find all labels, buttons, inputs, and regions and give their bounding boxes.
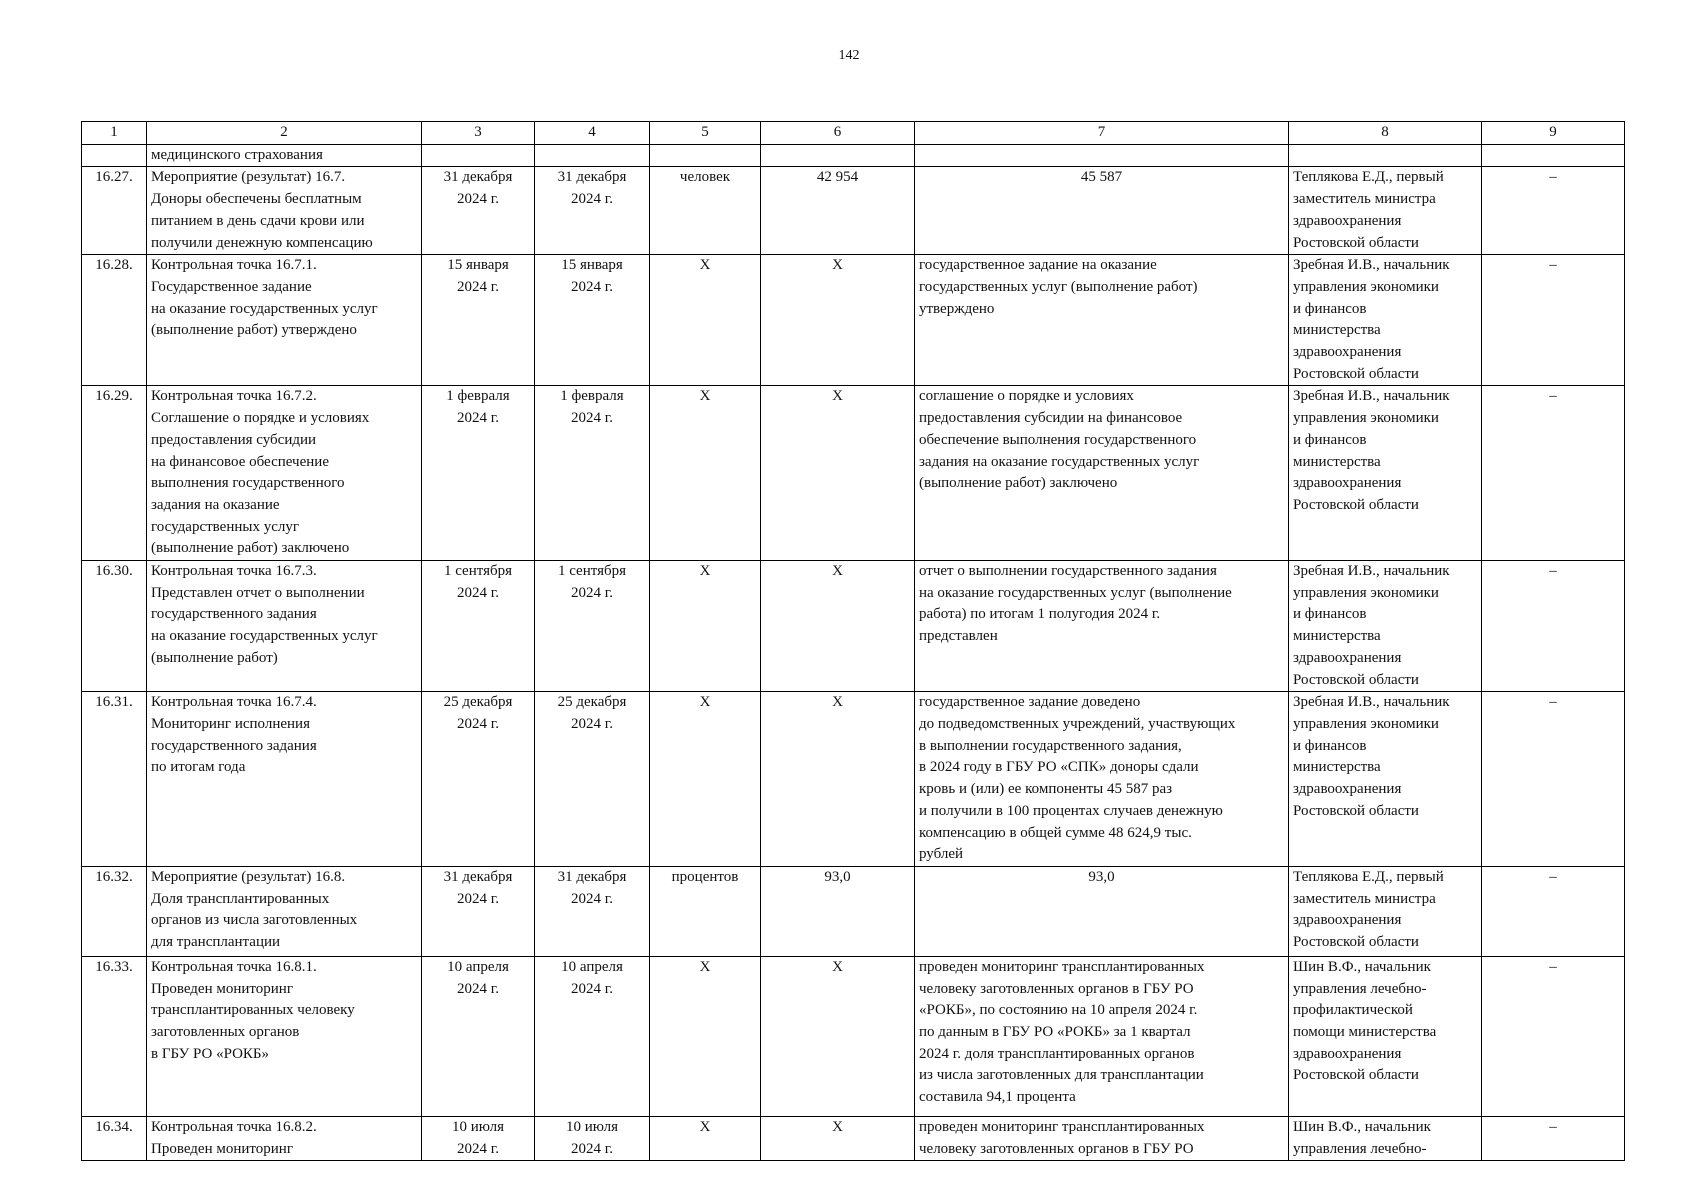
cell-start-date: 25 декабря 2024 г. bbox=[422, 692, 535, 867]
cell-responsible: Зребная И.В., начальник управления экономики и финансов министерства здравоохранения Ростовской области bbox=[1289, 692, 1482, 867]
cell-result: проведен мониторинг трансплантированных человеку заготовленных органов в ГБУ РО «РОКБ», по состоянию на 10 апреля 2024 г. по данным в ГБУ РО «РОКБ» за 1 квартал 2024 г. доля трансплантированных органов из числа заготовленных для трансплантации составила 94,1 процента bbox=[915, 956, 1289, 1116]
cell-start-date: 15 января 2024 г. bbox=[422, 255, 535, 386]
cell-responsible: Зребная И.В., начальник управления экономики и финансов министерства здравоохранения Ростовской области bbox=[1289, 386, 1482, 561]
cell-responsible: Зребная И.В., начальник управления экономики и финансов министерства здравоохранения Ростовской области bbox=[1289, 255, 1482, 386]
cell-start-date: 31 декабря 2024 г. bbox=[422, 866, 535, 956]
column-header-2: 2 bbox=[147, 122, 422, 145]
table-row bbox=[82, 1116, 1625, 1160]
cell-unit: Х bbox=[650, 561, 761, 692]
cell-num: 16.34. bbox=[82, 1116, 147, 1160]
cell-end-date: 31 декабря 2024 г. bbox=[535, 866, 650, 956]
cell-plan: Х bbox=[761, 561, 915, 692]
page-number: 142 bbox=[838, 48, 860, 63]
cell-end-date: 15 января 2024 г. bbox=[535, 255, 650, 386]
cell-name: Мероприятие (результат) 16.7. Доноры обеспечены бесплатным питанием в день сдачи крови или получили денежную компенсацию bbox=[147, 167, 422, 255]
table-row bbox=[82, 866, 1625, 956]
cell-note: – bbox=[1482, 386, 1625, 561]
cell-unit: процентов bbox=[650, 866, 761, 956]
cell-unit: Х bbox=[650, 255, 761, 386]
cell-num bbox=[82, 144, 147, 167]
table-row bbox=[82, 386, 1625, 561]
cell-unit: человек bbox=[650, 167, 761, 255]
cell-plan: 42 954 bbox=[761, 167, 915, 255]
cell-name: Мероприятие (результат) 16.8. Доля трансплантированных органов из числа заготовленных для трансплантации bbox=[147, 866, 422, 956]
cell-num: 16.33. bbox=[82, 956, 147, 1116]
table-row bbox=[82, 692, 1625, 867]
column-header-6: 6 bbox=[761, 122, 915, 145]
continuation-row bbox=[82, 144, 1625, 167]
cell-plan: Х bbox=[761, 692, 915, 867]
cell-result: соглашение о порядке и условиях предоставления субсидии на финансовое обеспечение выполнения государственного задания на оказание государственных услуг (выполнение работ) заключено bbox=[915, 386, 1289, 561]
cell-name: Контрольная точка 16.7.1. Государственное задание на оказание государственных услуг (выполнение работ) утверждено bbox=[147, 255, 422, 386]
cell-responsible: Теплякова Е.Д., первый заместитель министра здравоохранения Ростовской области bbox=[1289, 866, 1482, 956]
cell-unit: Х bbox=[650, 1116, 761, 1160]
table-row bbox=[82, 167, 1625, 255]
cell-end-date: 10 апреля 2024 г. bbox=[535, 956, 650, 1116]
cell-unit: Х bbox=[650, 692, 761, 867]
cell-result: государственное задание на оказание государственных услуг (выполнение работ) утверждено bbox=[915, 255, 1289, 386]
cell-responsible: Шин В.Ф., начальник управления лечебно- bbox=[1289, 1116, 1482, 1160]
column-header-5: 5 bbox=[650, 122, 761, 145]
cell-name: Контрольная точка 16.7.4. Мониторинг исполнения государственного задания по итогам года bbox=[147, 692, 422, 867]
cell-num: 16.28. bbox=[82, 255, 147, 386]
cell-note: – bbox=[1482, 692, 1625, 867]
report-table bbox=[81, 121, 1625, 1161]
cell-name: Контрольная точка 16.8.1. Проведен мониторинг трансплантированных человеку заготовленных органов в ГБУ РО «РОКБ» bbox=[147, 956, 422, 1116]
table-row bbox=[82, 255, 1625, 386]
cell-name: Контрольная точка 16.8.2. Проведен мониторинг bbox=[147, 1116, 422, 1160]
cell-end-date: 1 февраля 2024 г. bbox=[535, 386, 650, 561]
cell-num: 16.32. bbox=[82, 866, 147, 956]
table-row bbox=[82, 956, 1625, 1116]
cell-end-date: 1 сентября 2024 г. bbox=[535, 561, 650, 692]
cell-name: медицинского страхования bbox=[147, 144, 422, 167]
cell-unit: Х bbox=[650, 386, 761, 561]
header-row bbox=[82, 122, 1625, 145]
cell-note: – bbox=[1482, 561, 1625, 692]
cell-plan: Х bbox=[761, 255, 915, 386]
column-header-7: 7 bbox=[915, 122, 1289, 145]
cell-note: – bbox=[1482, 866, 1625, 956]
cell-result: государственное задание доведено до подведомственных учреждений, участвующих в выполнении государственного задания, в 2024 году в ГБУ РО «СПК» доноры сдали кровь и (или) ее компоненты 45 587 раз и получили в 100 процентах случаев денежную компенсацию в общей сумме 48 624,9 тыс. рублей bbox=[915, 692, 1289, 867]
cell-end-date: 31 декабря 2024 г. bbox=[535, 167, 650, 255]
cell-result: 93,0 bbox=[915, 866, 1289, 956]
cell-plan: Х bbox=[761, 956, 915, 1116]
cell-plan: Х bbox=[761, 1116, 915, 1160]
cell-plan: Х bbox=[761, 386, 915, 561]
cell-start-date: 31 декабря 2024 г. bbox=[422, 167, 535, 255]
cell-num: 16.31. bbox=[82, 692, 147, 867]
cell-unit: Х bbox=[650, 956, 761, 1116]
cell-responsible: Теплякова Е.Д., первый заместитель министра здравоохранения Ростовской области bbox=[1289, 167, 1482, 255]
cell-responsible: Шин В.Ф., начальник управления лечебно- профилактической помощи министерства здравоохранения Ростовской области bbox=[1289, 956, 1482, 1116]
column-header-9: 9 bbox=[1482, 122, 1625, 145]
cell-note: – bbox=[1482, 1116, 1625, 1160]
cell-start-date: 10 апреля 2024 г. bbox=[422, 956, 535, 1116]
cell-name: Контрольная точка 16.7.2. Соглашение о порядке и условиях предоставления субсидии на финансовое обеспечение выполнения государственного задания на оказание государственных услуг (выполнение работ) заключено bbox=[147, 386, 422, 561]
cell-note: – bbox=[1482, 167, 1625, 255]
cell-num: 16.30. bbox=[82, 561, 147, 692]
cell-note: – bbox=[1482, 956, 1625, 1116]
column-header-3: 3 bbox=[422, 122, 535, 145]
cell-note: – bbox=[1482, 255, 1625, 386]
cell-name: Контрольная точка 16.7.3. Представлен отчет о выполнении государственного задания на оказание государственных услуг (выполнение работ) bbox=[147, 561, 422, 692]
cell-num: 16.27. bbox=[82, 167, 147, 255]
cell-end-date: 10 июля 2024 г. bbox=[535, 1116, 650, 1160]
cell-result: проведен мониторинг трансплантированных человеку заготовленных органов в ГБУ РО bbox=[915, 1116, 1289, 1160]
column-header-4: 4 bbox=[535, 122, 650, 145]
cell-start-date: 1 февраля 2024 г. bbox=[422, 386, 535, 561]
cell-result: 45 587 bbox=[915, 167, 1289, 255]
cell-end-date: 25 декабря 2024 г. bbox=[535, 692, 650, 867]
cell-num: 16.29. bbox=[82, 386, 147, 561]
cell-start-date: 10 июля 2024 г. bbox=[422, 1116, 535, 1160]
cell-result: отчет о выполнении государственного задания на оказание государственных услуг (выполнение работа) по итогам 1 полугодия 2024 г. представлен bbox=[915, 561, 1289, 692]
cell-start-date: 1 сентября 2024 г. bbox=[422, 561, 535, 692]
cell-plan: 93,0 bbox=[761, 866, 915, 956]
column-header-1: 1 bbox=[82, 122, 147, 145]
table-row bbox=[82, 561, 1625, 692]
cell-responsible: Зребная И.В., начальник управления экономики и финансов министерства здравоохранения Ростовской области bbox=[1289, 561, 1482, 692]
column-header-8: 8 bbox=[1289, 122, 1482, 145]
